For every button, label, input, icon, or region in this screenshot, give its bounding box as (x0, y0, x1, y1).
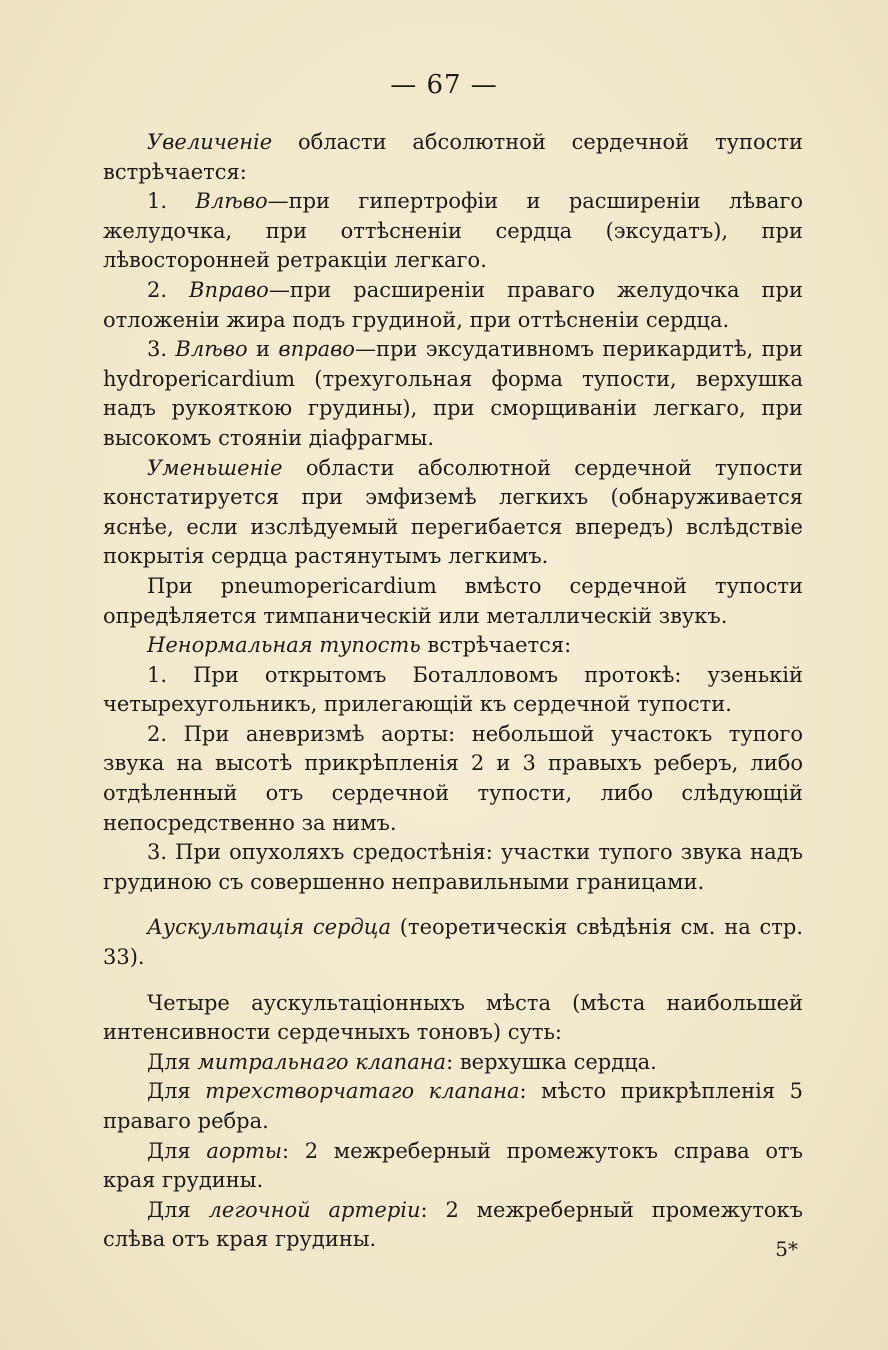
paragraph-tricuspid: Для трехстворчатаго клапана: мѣсто прикрѣпленія 5 праваго ребра. (103, 1079, 803, 1133)
page-number: — 67 — (390, 70, 498, 100)
paragraph-pneumopericardium: При pneumopericardium вмѣсто сердечной тупости опредѣляется тимпаническій или металлическій звукъ. (103, 573, 803, 628)
paragraph-increase: Увеличеніе области абсолютной сердечной тупости встрѣчается: (103, 130, 803, 184)
paragraph-left-right: 3. Влѣво и вправо—при эксудативномъ перикардитѣ, при hydropericardium (трехугольная форма тупости, верхушка надъ рукояткою грудины), при сморщиваніи легкаго, при высокомъ стояніи діафрагмы. (103, 337, 803, 450)
paragraph-abnormal-dullness: Ненормальная тупость встрѣчается: (147, 633, 572, 658)
paragraph-mitral: Для митральнаго клапана: верхушка сердца. (147, 1049, 657, 1074)
italic-term: легочной артеріи (208, 1197, 421, 1222)
italic-term: Уменьшеніе (147, 455, 283, 480)
italic-term: Влѣво (175, 337, 248, 362)
paragraph-auscultation: Аускультація сердца (теоретическія свѣдѣнія см. на стр. 33). (103, 915, 803, 970)
italic-term: аорты (206, 1138, 282, 1163)
italic-term: Ненормальная тупость (147, 633, 421, 658)
paragraph-pulmonary: Для легочной артеріи: 2 межреберный промежутокъ слѣва отъ края грудины. (103, 1197, 803, 1252)
paragraph-right: 2. Вправо—при расширеніи праваго желудочка при отложеніи жира подъ грудиной, при оттѣсненіи сердца. (103, 277, 803, 332)
paragraph-aneurysm: 2. При аневризмѣ аорты: небольшой участокъ тупого звука на высотѣ прикрѣпленія 2 и 3 правыхъ реберъ, либо отдѣленный отъ сердечной тупости, либо слѣдующій непосредственно за нимъ. (103, 721, 803, 835)
italic-term: Увеличеніе (147, 130, 273, 154)
italic-term: вправо (278, 337, 355, 362)
page-body (103, 128, 803, 1255)
signature-mark: 5* (775, 1237, 798, 1261)
paragraph-four-places: Четыре аускультаціонныхъ мѣста (мѣста наибольшей интенсивности сердечныхъ тоновъ) суть: (103, 990, 803, 1045)
paragraph-botallo: 1. При открытомъ Боталловомъ протокѣ: узенькій четырехугольникъ, прилегающій къ сердечной тупости. (103, 662, 803, 717)
paragraph-left: 1. Влѣво—при гипертрофіи и расширеніи лѣваго желудочка, при оттѣсненіи сердца (эксудатъ), при лѣвосторонней ретракціи легкаго. (103, 189, 804, 273)
italic-term: Аускультація сердца (147, 915, 391, 940)
italic-term: Вправо (189, 277, 269, 302)
paragraph-mediastinum: 3. При опухоляхъ средостѣнія: участки тупого звука надъ грудиною съ совершенно неправильными границами. (103, 840, 803, 894)
italic-term: трехстворчатаго клапана (205, 1079, 520, 1104)
italic-term: митральнаго клапана (197, 1049, 447, 1074)
paragraph-decrease: Уменьшеніе области абсолютной сердечной тупости констатируется при эмфиземѣ легкихъ (обнаруживается яснѣе, если изслѣдуемый перегибается впередъ) вслѣдствіе покрытія сердца растянутымъ легкимъ. (103, 455, 803, 569)
paragraph-aorta: Для аорты: 2 межреберный промежутокъ справа отъ края грудины. (103, 1138, 803, 1193)
italic-term: Влѣво (195, 189, 268, 214)
